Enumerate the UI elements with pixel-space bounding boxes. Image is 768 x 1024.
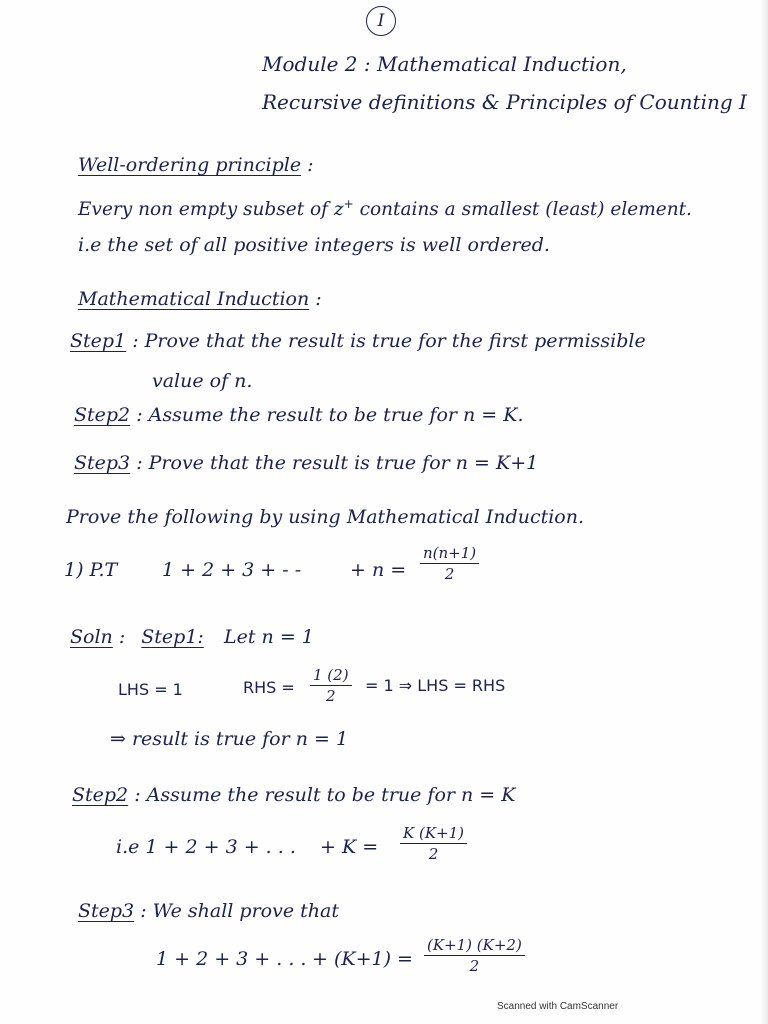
solution-goal-mid: + (K+1) = — [312, 948, 413, 970]
solution-goal-numerator: (K+1) (K+2) — [424, 938, 525, 956]
solution-ie-mid: + K = — [320, 836, 379, 858]
solution-ie-lhs: i.e 1 + 2 + 3 + . . . — [116, 836, 296, 858]
mi-step1-label: Step1 — [70, 330, 127, 352]
solution-colon: : — [118, 626, 126, 648]
solution-let: Let n = 1 — [224, 626, 314, 648]
solution-step2-text: : Assume the result to be true for n = K — [134, 784, 516, 806]
module-title-line1: Module 2 : Mathematical Induction, — [262, 52, 627, 76]
mi-step3 — [74, 454, 538, 473]
solution-step2-label: Step2 — [72, 784, 129, 806]
prove-instruction: Prove the following by using Mathematical Induction. — [66, 506, 585, 528]
problem-lhs: 1 + 2 + 3 + - - — [162, 559, 302, 581]
solution-rhs-suffix: = 1 ⇒ LHS = RHS — [365, 676, 506, 695]
wop-definition-line2: i.e the set of all positive integers is well ordered. — [78, 234, 550, 256]
mi-step2-text: : Assume the result to be true for n = K. — [136, 404, 524, 426]
solution-ie-denominator: 2 — [428, 845, 439, 863]
solution-step2 — [72, 786, 515, 805]
solution-goal-denominator: 2 — [469, 957, 480, 975]
scanner-watermark: Scanned with CamScanner — [497, 1001, 619, 1012]
wop-heading-row — [78, 156, 314, 175]
solution-goal-fraction — [424, 938, 525, 974]
wop-colon: : — [307, 154, 314, 176]
mi-step3-label: Step3 — [74, 452, 131, 474]
solution-rhs-prefix: RHS = — [243, 678, 295, 697]
mi-step1-text: : Prove that the result is true for the first permissible — [132, 330, 646, 352]
mi-step2-label: Step2 — [74, 404, 131, 426]
solution-rhs-numerator: 1 (2) — [310, 668, 352, 686]
mi-step3-text: : Prove that the result is true for n = K+1 — [136, 452, 539, 474]
module-title-line2: Recursive definitions & Principles of Counting I — [262, 90, 747, 114]
problem-denominator: 2 — [444, 565, 455, 583]
solution-ie-fraction — [400, 826, 467, 862]
problem-label: 1) P.T — [64, 559, 118, 581]
solution-ie-numerator: K (K+1) — [400, 826, 467, 844]
solution-lhs: LHS = 1 — [118, 680, 183, 699]
solution-step3 — [78, 902, 339, 921]
problem-fraction — [420, 546, 479, 582]
solution-step3-text: : We shall prove that — [140, 900, 339, 922]
mi-step1-continued: value of n. — [152, 370, 253, 392]
wop-definition-line1 — [78, 198, 692, 220]
mi-colon: : — [315, 288, 322, 310]
wop-superscript: + — [343, 197, 354, 211]
page-edge-shadow — [760, 0, 768, 1024]
mi-step1 — [70, 332, 646, 351]
solution-step1-label: Step1: — [141, 626, 204, 648]
solution-rhs-denominator: 2 — [326, 687, 336, 705]
problem-numerator: n(n+1) — [420, 546, 479, 564]
mi-heading-row — [78, 290, 322, 309]
page-number: I — [366, 6, 396, 36]
wop-heading: Well-ordering principle — [78, 154, 302, 176]
solution-rhs-fraction — [310, 668, 352, 704]
solution-header — [70, 628, 204, 647]
solution-goal-lhs: 1 + 2 + 3 + . . . — [156, 948, 307, 970]
solution-label: Soln — [70, 626, 113, 648]
problem-rhs-prefix: + n = — [350, 559, 407, 581]
wop-line1b: contains a smallest (least) element. — [353, 199, 692, 221]
solution-result-line: ⇒ result is true for n = 1 — [110, 728, 349, 750]
mi-heading: Mathematical Induction — [78, 288, 310, 310]
solution-step3-label: Step3 — [78, 900, 135, 922]
wop-line1a: Every non empty subset of z — [78, 199, 344, 221]
mi-step2 — [74, 406, 524, 425]
